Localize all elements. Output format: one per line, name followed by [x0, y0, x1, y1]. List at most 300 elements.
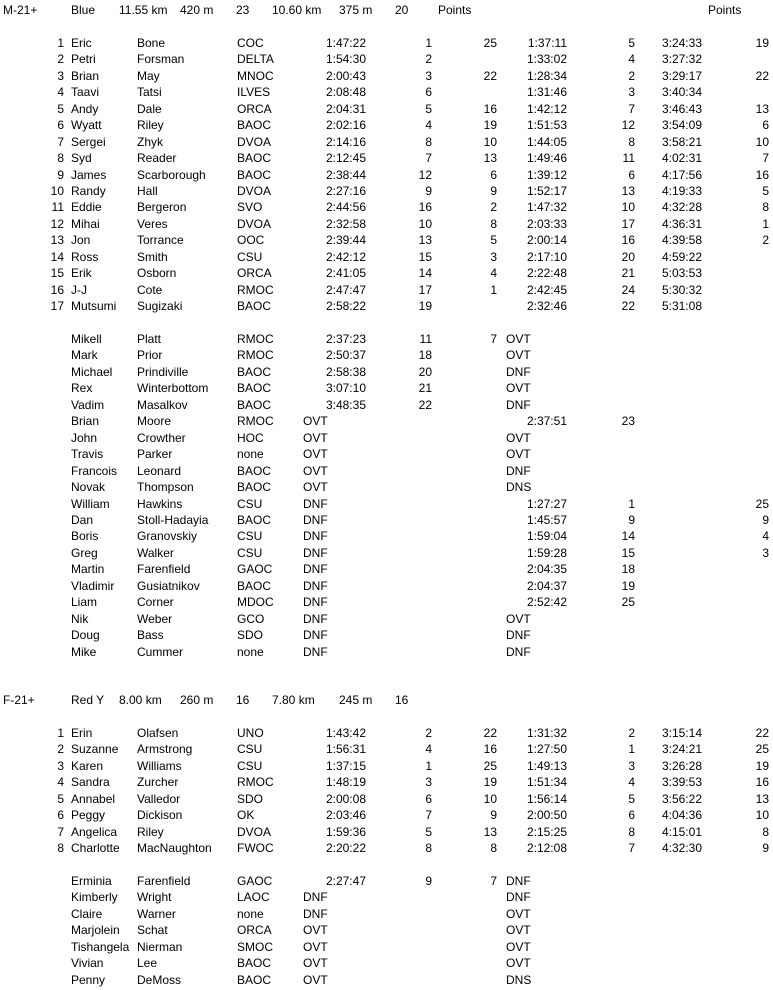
first-name: Mutsumi — [71, 299, 117, 314]
day1-time: 2:44:56 — [325, 200, 366, 215]
place: 7 — [57, 824, 64, 839]
day1-place: 1 — [425, 758, 432, 773]
day2-time: 2:12:08 — [526, 841, 567, 856]
total-time: 3:26:28 — [661, 758, 702, 773]
result-row — [0, 282, 773, 298]
first-name: Kimberly — [71, 890, 118, 905]
day2-place: 7 — [628, 101, 635, 116]
result-row — [0, 627, 773, 643]
last-name: Wright — [137, 890, 172, 905]
day2-place: 23 — [621, 414, 635, 429]
day1-place: 22 — [418, 397, 432, 412]
day1-points: 9 — [490, 808, 497, 823]
day1-status: DNF — [303, 578, 328, 593]
club: BAOC — [237, 956, 272, 971]
first-name: Jon — [71, 233, 91, 248]
total-time: 4:04:36 — [661, 808, 702, 823]
first-name: Mikell — [71, 332, 102, 346]
total-time: 3:29:17 — [661, 68, 702, 83]
day1-place: 5 — [425, 101, 432, 116]
place: 3 — [57, 758, 64, 773]
club: GCO — [237, 611, 265, 626]
day2-time: 2:03:33 — [526, 216, 567, 231]
club: BAOC — [237, 972, 272, 987]
day1-time: 1:37:15 — [325, 758, 366, 773]
day2-status: DNF — [506, 873, 531, 888]
day1-points: 25 — [483, 35, 497, 50]
club: BAOC — [237, 463, 272, 478]
first-name: Andy — [71, 101, 99, 116]
day1-time: 2:00:43 — [325, 68, 366, 83]
day2-time: 1:52:17 — [526, 183, 567, 198]
day2-time: 2:32:46 — [526, 299, 567, 314]
last-name: Farenfield — [137, 562, 191, 577]
day2-status: DNF — [506, 364, 531, 379]
result-row — [0, 561, 773, 577]
last-name: Warner — [137, 906, 176, 921]
day2-time: 2:42:45 — [526, 282, 567, 297]
last-name: Veres — [137, 216, 168, 231]
club: BAOC — [237, 381, 272, 396]
result-row — [0, 512, 773, 528]
first-name: Angelica — [71, 824, 118, 839]
day1-climb: 260 m — [180, 693, 214, 707]
day1-time: 1:59:36 — [325, 824, 366, 839]
day2-time: 1:59:04 — [526, 529, 567, 544]
class-label: M-21+ — [3, 3, 38, 17]
day1-place: 10 — [418, 216, 432, 231]
day1-time: 2:02:16 — [325, 118, 366, 133]
day1-status: OVT — [303, 972, 328, 987]
total-time: 3:54:09 — [661, 118, 702, 133]
total-points: 6 — [762, 118, 769, 133]
day1-time: 2:47:47 — [325, 282, 366, 297]
day1-points: 6 — [490, 167, 497, 182]
day1-status: OVT — [303, 447, 328, 462]
section-header — [0, 2, 773, 18]
total-points: 1 — [762, 216, 769, 231]
place: 6 — [57, 808, 64, 823]
points-header: Points — [438, 3, 472, 17]
result-row — [0, 807, 773, 823]
result-row — [0, 380, 773, 396]
first-name: James — [71, 167, 107, 182]
day2-time: 1:51:34 — [526, 775, 567, 790]
first-name: Sandra — [71, 775, 110, 790]
day1-place: 4 — [425, 118, 432, 133]
total-time: 4:17:56 — [661, 167, 702, 182]
last-name: Zhyk — [137, 134, 164, 149]
day2-status: DNS — [506, 480, 532, 495]
day1-points: 19 — [483, 775, 497, 790]
place: 7 — [57, 134, 64, 149]
day1-place: 3 — [425, 775, 432, 790]
day1-place: 11 — [419, 332, 432, 346]
total-time: 3:24:33 — [661, 35, 702, 50]
result-row — [0, 430, 773, 446]
result-row — [0, 84, 773, 100]
day2-place: 7 — [628, 841, 635, 856]
place: 13 — [50, 233, 64, 248]
place: 2 — [57, 742, 64, 757]
total-time: 4:32:30 — [661, 841, 702, 856]
club: ILVES — [237, 85, 271, 100]
day1-place: 8 — [425, 841, 432, 856]
last-name: Dale — [137, 101, 162, 116]
place: 2 — [57, 52, 64, 67]
club: FWOC — [237, 841, 274, 856]
first-name: Mark — [71, 348, 98, 363]
day2-time: 1:44:05 — [526, 134, 567, 149]
club: none — [237, 906, 264, 921]
total-points: 19 — [755, 758, 769, 773]
first-name: Annabel — [71, 791, 116, 806]
day1-status: OVT — [303, 480, 328, 495]
result-row — [0, 249, 773, 265]
first-name: Penny — [71, 972, 106, 987]
day2-status: OVT — [506, 923, 531, 938]
total-points: 7 — [762, 151, 769, 166]
total-points: 10 — [755, 808, 769, 823]
day1-time: 2:14:16 — [325, 134, 366, 149]
last-name: Williams — [137, 758, 182, 773]
club: ORCA — [237, 266, 272, 281]
result-row — [0, 906, 773, 922]
day1-points: 25 — [483, 758, 497, 773]
day2-time: 1:51:53 — [526, 118, 567, 133]
total-time: 4:32:28 — [661, 200, 702, 215]
day1-place: 9 — [425, 873, 432, 888]
total-time: 3:56:22 — [661, 791, 702, 806]
day2-place: 24 — [621, 282, 635, 297]
club: HOC — [237, 430, 264, 445]
day2-status: DNF — [506, 628, 531, 643]
last-name: Riley — [137, 824, 164, 839]
last-name: Masalkov — [137, 397, 188, 412]
day1-points: 22 — [483, 725, 497, 740]
total-points: 19 — [755, 35, 769, 50]
total-points: 9 — [762, 512, 769, 527]
club: DVOA — [237, 183, 272, 198]
club: RMOC — [237, 775, 274, 790]
day2-time: 2:52:42 — [526, 595, 567, 610]
place: 11 — [51, 200, 64, 215]
day2-place: 1 — [628, 742, 635, 757]
place: 8 — [57, 841, 64, 856]
day2-time: 1:39:12 — [526, 167, 567, 182]
day1-points: 5 — [490, 233, 497, 248]
result-row — [0, 199, 773, 215]
last-name: Prindiville — [137, 364, 189, 379]
day1-time: 2:42:12 — [325, 249, 366, 264]
last-name: Lee — [137, 956, 158, 971]
first-name: Mihai — [71, 216, 100, 231]
day1-status: DNF — [303, 512, 328, 527]
place: 1 — [57, 35, 64, 50]
first-name: Erik — [71, 266, 92, 281]
last-name: Zurcher — [137, 775, 179, 790]
club: SMOC — [237, 939, 273, 954]
result-row — [0, 397, 773, 413]
first-name: Brian — [71, 414, 100, 429]
day2-status: OVT — [506, 906, 531, 921]
last-name: Smith — [137, 249, 168, 264]
result-row — [0, 972, 773, 988]
last-name: Bass — [137, 628, 164, 643]
day2-time: 1:42:12 — [526, 101, 567, 116]
first-name: Boris — [71, 529, 99, 544]
day2-time: 1:27:50 — [526, 742, 567, 757]
day1-points: 13 — [483, 151, 497, 166]
day2-place: 16 — [621, 233, 635, 248]
day1-status: DNF — [303, 611, 328, 626]
day2-time: 1:49:46 — [526, 151, 567, 166]
result-row — [0, 594, 773, 610]
club: none — [237, 447, 264, 462]
day1-place: 9 — [425, 183, 432, 198]
day2-place: 9 — [628, 512, 635, 527]
result-row — [0, 183, 773, 199]
day2-status: DNF — [506, 463, 531, 478]
total-time: 3:46:43 — [661, 101, 702, 116]
day1-status: OVT — [303, 923, 328, 938]
day2-status: DNF — [506, 644, 531, 659]
day1-time: 2:50:37 — [325, 348, 366, 363]
day1-place: 2 — [425, 725, 432, 740]
first-name: Taavi — [71, 85, 100, 100]
day1-controls: 16 — [236, 693, 250, 707]
day2-place: 1 — [628, 496, 635, 511]
total-points: 8 — [762, 200, 769, 215]
club: COC — [237, 35, 264, 50]
day1-distance: 8.00 km — [119, 693, 162, 707]
day2-controls: 20 — [395, 3, 409, 17]
last-name: Gusiatnikov — [137, 578, 200, 593]
day1-points: 1 — [490, 282, 497, 297]
day1-time: 2:32:58 — [325, 216, 366, 231]
day1-place: 21 — [418, 381, 432, 396]
day2-time: 1:27:27 — [526, 496, 567, 511]
day1-place: 8 — [425, 134, 432, 149]
day2-place: 2 — [628, 68, 635, 83]
day2-place: 20 — [621, 249, 635, 264]
day1-controls: 23 — [236, 3, 250, 17]
total-points: 2 — [762, 233, 769, 248]
day2-time: 1:31:32 — [526, 725, 567, 740]
place: 3 — [57, 68, 64, 83]
result-row — [0, 725, 773, 741]
result-row — [0, 134, 773, 150]
day2-place: 15 — [621, 545, 635, 560]
day2-time: 1:28:34 — [526, 68, 567, 83]
total-points: 25 — [755, 496, 769, 511]
last-name: Dickison — [137, 808, 183, 823]
club: DVOA — [237, 134, 272, 149]
result-row — [0, 791, 773, 807]
day1-points: 7 — [490, 873, 497, 888]
result-row — [0, 68, 773, 84]
first-name: Peggy — [71, 808, 106, 823]
day1-place: 18 — [418, 348, 432, 363]
day2-place: 4 — [628, 52, 635, 67]
result-row — [0, 331, 773, 347]
first-name: Michael — [71, 364, 113, 379]
day1-time: 1:56:31 — [325, 742, 366, 757]
class-label: F-21+ — [3, 693, 35, 707]
club: DELTA — [237, 52, 274, 67]
first-name: Erminia — [71, 873, 112, 888]
day2-time: 1:56:14 — [526, 791, 567, 806]
last-name: Crowther — [137, 430, 186, 445]
result-row — [0, 939, 773, 955]
day1-points: 2 — [490, 200, 497, 215]
club: RMOC — [237, 414, 274, 429]
club: RMOC — [237, 348, 274, 363]
first-name: Charlotte — [71, 841, 120, 856]
day2-place: 3 — [628, 85, 635, 100]
day1-time: 3:48:35 — [325, 397, 366, 412]
first-name: Tishangela — [71, 939, 130, 954]
club: DVOA — [237, 824, 272, 839]
day1-time: 2:27:47 — [325, 873, 366, 888]
day1-status: OVT — [303, 414, 328, 429]
first-name: Eric — [71, 35, 92, 50]
total-time: 3:58:21 — [661, 134, 702, 149]
day2-time: 2:04:37 — [526, 578, 567, 593]
total-time: 5:03:53 — [661, 266, 702, 281]
club: RMOC — [237, 332, 274, 346]
day2-place: 6 — [628, 167, 635, 182]
club: OOC — [237, 233, 265, 248]
day2-status: OVT — [506, 381, 531, 396]
day1-status: OVT — [303, 430, 328, 445]
result-row — [0, 117, 773, 133]
result-row — [0, 611, 773, 627]
club: BAOC — [237, 578, 272, 593]
day1-time: 1:48:19 — [325, 775, 366, 790]
day2-time: 1:37:11 — [527, 35, 567, 50]
place: 4 — [57, 85, 64, 100]
club: CSU — [237, 545, 263, 560]
result-row — [0, 413, 773, 429]
day2-place: 21 — [621, 266, 635, 281]
last-name: MacNaughton — [137, 841, 212, 856]
result-row — [0, 873, 773, 889]
day1-time: 2:27:16 — [325, 183, 366, 198]
total-points: 5 — [762, 183, 769, 198]
club: SDO — [237, 791, 264, 806]
last-name: Stoll-Hadayia — [137, 512, 209, 527]
result-row — [0, 955, 773, 971]
club: UNO — [237, 725, 264, 740]
day2-place: 6 — [628, 808, 635, 823]
place: 17 — [50, 299, 64, 314]
last-name: Platt — [137, 332, 162, 346]
total-time: 4:39:58 — [661, 233, 702, 248]
day1-status: OVT — [303, 939, 328, 954]
day1-time: 2:12:45 — [325, 151, 366, 166]
last-name: Armstrong — [137, 742, 193, 757]
day1-place: 5 — [425, 824, 432, 839]
total-time: 3:39:53 — [661, 775, 702, 790]
first-name: Claire — [71, 906, 103, 921]
last-name: Bone — [137, 35, 166, 50]
course-label: Blue — [71, 3, 96, 17]
first-name: Doug — [71, 628, 100, 643]
first-name: Ross — [71, 249, 99, 264]
day1-status: DNF — [303, 595, 328, 610]
day2-place: 2 — [628, 725, 635, 740]
day2-place: 10 — [621, 200, 635, 215]
first-name: Eddie — [71, 200, 102, 215]
last-name: Walker — [137, 545, 174, 560]
total-time: 3:15:14 — [661, 725, 702, 740]
day1-status: DNF — [303, 644, 328, 659]
day2-place: 13 — [621, 183, 635, 198]
day1-time: 2:20:22 — [325, 841, 366, 856]
club: CSU — [237, 496, 263, 511]
day2-time: 2:00:50 — [526, 808, 567, 823]
club: ORCA — [237, 923, 272, 938]
result-row — [0, 889, 773, 905]
day2-place: 11 — [622, 151, 635, 166]
last-name: Hall — [137, 183, 158, 198]
last-name: Bergeron — [137, 200, 187, 215]
last-name: Moore — [137, 414, 172, 429]
last-name: DeMoss — [137, 972, 182, 987]
day2-time: 2:15:25 — [526, 824, 567, 839]
day1-status: DNF — [303, 529, 328, 544]
day1-status: DNF — [303, 628, 328, 643]
section-header — [0, 692, 773, 708]
day2-place: 19 — [621, 578, 635, 593]
day1-points: 8 — [490, 841, 497, 856]
day1-time: 2:38:44 — [325, 167, 366, 182]
day2-distance: 7.80 km — [272, 693, 315, 707]
day1-time: 2:58:38 — [325, 364, 366, 379]
first-name: Sergei — [71, 134, 106, 149]
last-name: Schat — [137, 923, 168, 938]
first-name: Novak — [71, 480, 106, 495]
day1-place: 14 — [418, 266, 432, 281]
first-name: Francois — [71, 463, 118, 478]
result-row — [0, 840, 773, 856]
day2-place: 22 — [621, 299, 635, 314]
day2-status: OVT — [506, 956, 531, 971]
day1-place: 6 — [425, 85, 432, 100]
last-name: Prior — [137, 348, 163, 363]
club: DVOA — [237, 216, 272, 231]
total-time: 3:24:21 — [661, 742, 702, 757]
result-row — [0, 216, 773, 232]
club: BAOC — [237, 118, 272, 133]
result-row — [0, 644, 773, 660]
club: MNOC — [237, 68, 274, 83]
day2-place: 17 — [621, 216, 635, 231]
last-name: Parker — [137, 447, 173, 462]
day1-time: 1:47:22 — [325, 35, 366, 50]
place: 4 — [57, 775, 64, 790]
total-points: 13 — [755, 791, 769, 806]
place: 10 — [50, 183, 64, 198]
day2-time: 1:45:57 — [526, 512, 567, 527]
total-time: 3:27:32 — [661, 52, 702, 67]
result-row — [0, 167, 773, 183]
last-name: Weber — [137, 611, 173, 626]
day1-points: 16 — [483, 742, 497, 757]
last-name: Olafsen — [137, 725, 179, 740]
day1-place: 20 — [418, 364, 432, 379]
